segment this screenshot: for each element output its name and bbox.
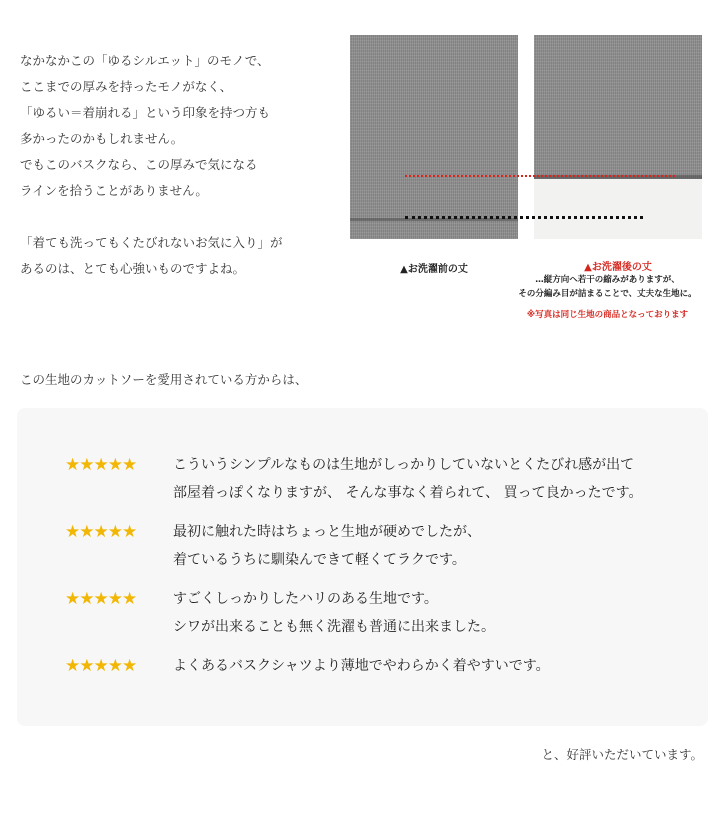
review-line: すごくしっかりしたハリのある生地です。 <box>173 591 438 607</box>
review-line: こういうシンプルなものは生地がしっかりしていないとくたびれ感が出て <box>173 457 635 473</box>
review-line: 着ているうちに馴染んできて軽くてラクです。 <box>173 552 466 568</box>
star-rating-icon: ★★★★★ <box>65 589 137 609</box>
intro-line: あるのは、とても心強いものですよね。 <box>20 261 246 276</box>
fabric-photo-before-wash <box>350 35 518 239</box>
photo-disclaimer: ※写真は同じ生地の商品となっております <box>526 310 689 320</box>
before-wash-length-line <box>405 216 643 219</box>
star-rating-icon: ★★★★★ <box>65 455 137 475</box>
review-line: 最初に触れた時はちょっと生地が硬めでしたが、 <box>173 524 481 540</box>
review-line: シワが出来ることも無く洗濯も普通に出来ました。 <box>173 619 495 635</box>
review-text <box>173 451 643 507</box>
intro-text <box>20 48 340 282</box>
after-wash-note-line: …縦方向へ若干の縮みがありますが、 <box>535 275 680 285</box>
intro-line: 多かったのかもしれません。 <box>20 131 184 146</box>
intro-line: なかなかこの「ゆるシルエット」のモノで、 <box>20 53 270 68</box>
fabric-photo-after-wash <box>534 35 702 239</box>
reviews-lead: この生地のカットソーを愛用されている方からは、 <box>20 372 308 387</box>
intro-line: ラインを拾うことがありません。 <box>20 183 208 198</box>
after-wash-note-line: その分編み目が詰まることで、丈夫な生地に。 <box>518 289 697 299</box>
intro-line: 「ゆるい＝着崩れる」という印象を持つ方も <box>20 105 271 120</box>
before-wash-caption: ▲お洗濯前の丈 <box>400 264 468 275</box>
review-item <box>65 585 495 641</box>
star-rating-icon: ★★★★★ <box>65 522 137 542</box>
review-text <box>173 518 481 574</box>
intro-line: でもこのバスクなら、この厚みで気になる <box>20 157 258 172</box>
review-line: 部屋着っぽくなりますが、 そんな事なく着られて、 買って良かったです。 <box>173 485 643 501</box>
intro-line: ここまでの厚みを持ったモノがなく、 <box>20 79 233 94</box>
paragraph-gap <box>20 204 340 230</box>
after-wash-length-line <box>405 175 675 177</box>
review-item <box>65 652 550 680</box>
review-text <box>173 585 495 641</box>
review-text <box>173 652 550 680</box>
intro-line: 「着ても洗ってもくたびれないお気に入り」が <box>20 235 283 250</box>
after-wash-caption: ▲お洗濯後の丈 <box>584 262 652 273</box>
review-item <box>65 451 643 507</box>
review-item <box>65 518 481 574</box>
after-wash-note <box>500 273 715 301</box>
closing-text: と、好評いただいています。 <box>541 747 703 762</box>
background-below-hem <box>534 179 702 239</box>
review-line: よくあるバスクシャツより薄地でやわらかく着やすいです。 <box>173 658 550 674</box>
star-rating-icon: ★★★★★ <box>65 656 137 676</box>
